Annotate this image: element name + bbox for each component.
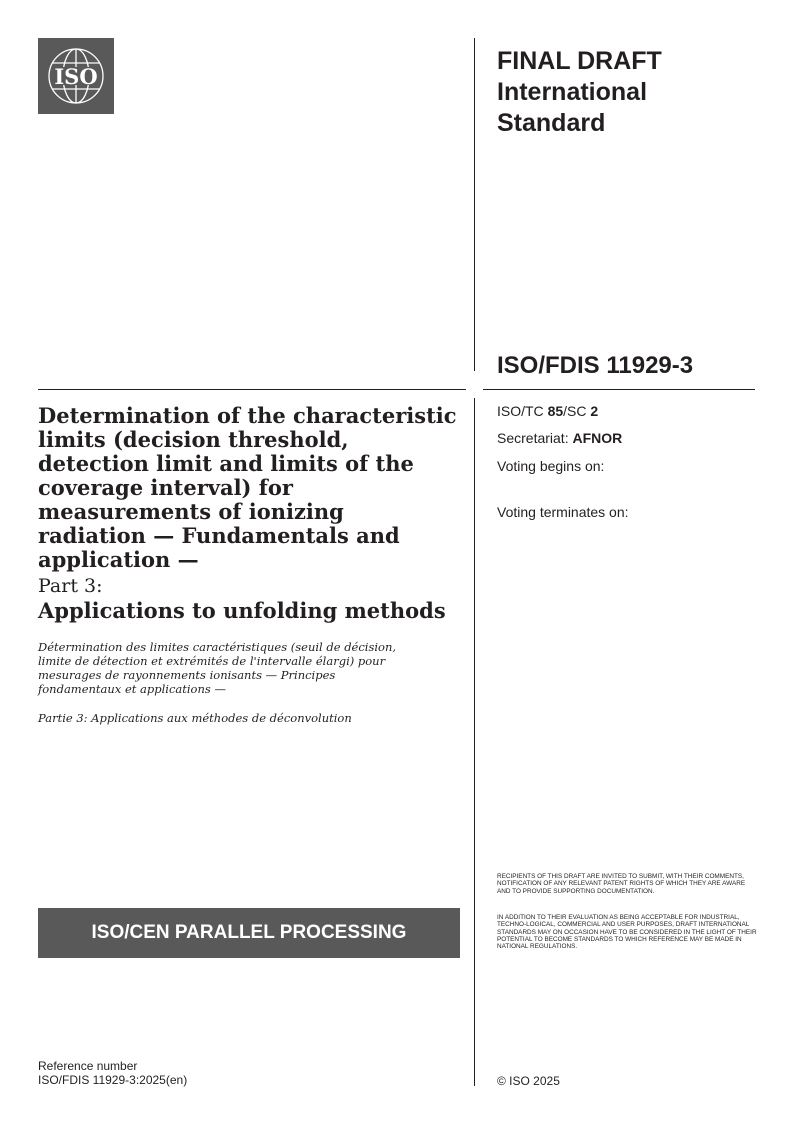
draft-status (497, 46, 662, 139)
secretariat-line (497, 430, 622, 446)
secretariat-label: Secretariat: (497, 430, 573, 446)
part-label: Part 3: (38, 575, 103, 597)
vertical-divider-top (474, 38, 475, 371)
sc-number: 2 (590, 403, 599, 419)
title-main: Determination of the characteristic limits (decision threshold, detection limit and limits of the coverage interval) for measurements of ionizing radiation — Fundamentals and application — (38, 403, 457, 572)
committee-prefix: ISO/TC (497, 403, 548, 419)
status-line-3: Standard (497, 109, 606, 137)
voting-terminates: Voting terminates on: (497, 504, 629, 520)
voting-begins: Voting begins on: (497, 458, 605, 474)
horizontal-divider-left (38, 389, 466, 390)
iso-logo (38, 38, 114, 114)
document-number: ISO/FDIS 11929-3 (497, 352, 694, 379)
status-line-1: FINAL DRAFT (497, 47, 662, 75)
parallel-processing-banner: ISO/CEN PARALLEL PROCESSING (38, 908, 460, 958)
globe-icon (38, 38, 114, 114)
copyright: © ISO 2025 (497, 1074, 560, 1088)
reference-number: ISO/FDIS 11929-3:2025(en) (38, 1073, 188, 1087)
secretariat-value: AFNOR (572, 430, 623, 446)
horizontal-divider-right (483, 389, 755, 390)
logo-text: ISO (54, 64, 98, 89)
committee-sep: /SC (563, 403, 591, 419)
tc-number: 85 (547, 403, 564, 419)
part-title: Applications to unfolding methods (38, 598, 446, 623)
vertical-divider-bottom (474, 398, 475, 1086)
status-line-2: International (497, 78, 648, 106)
reference-label: Reference number (38, 1059, 138, 1073)
notice-paragraph-1: RECIPIENTS OF THIS DRAFT ARE INVITED TO SUBMIT, WITH THEIR COMMENTS, NOTIFICATION OF ANY RELEVANT PATENT RIGHTS OF WHICH THEY ARE AWARE AND TO PROVIDE SUPPORTING DOCUMENTATION. (497, 873, 746, 895)
part-title-french: Partie 3: Applications aux méthodes de déconvolution (38, 711, 352, 725)
committee-line (497, 403, 598, 419)
notice-paragraph-2: IN ADDITION TO THEIR EVALUATION AS BEING ACCEPTABLE FOR INDUSTRIAL, TECHNO-LOGICAL, COMMERCIAL AND USER PURPOSES, DRAFT INTERNATIONAL STANDARDS MAY ON OCCASION HAVE TO BE CONSIDERED IN THE LIGHT OF THEIR POTENTIAL TO BECOME STANDARDS TO WHICH REFERENCE MAY BE MADE IN NATIONAL REGULATIONS. (497, 914, 757, 951)
title-french: Détermination des limites caractéristiques (seuil de décision, limite de détection et extrémités de l'intervalle élargi) pour mesurages de rayonnements ionisants — Principes fondamentaux et applications — (38, 640, 397, 696)
